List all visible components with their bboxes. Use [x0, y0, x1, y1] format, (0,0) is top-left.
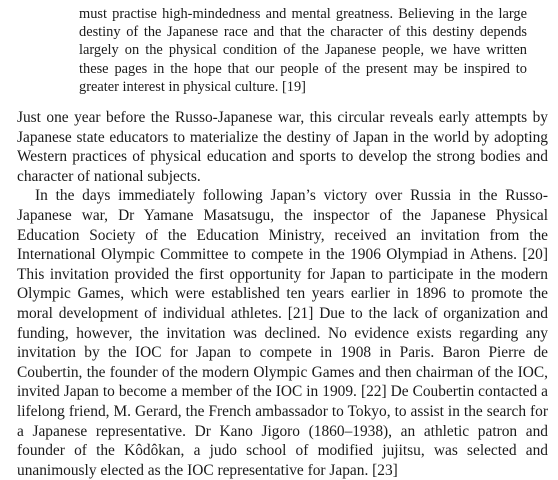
block-quote: must practise high-mindedness and mental greatness. Believing in the large destiny of the Japanese race and that the character of this destiny depends largely on the physical condition of the Japanese people, we have written these pages in the hope that our people of the present may be inspired to greater interest in physical culture. [19] — [79, 6, 527, 95]
paragraph-1: Just one year before the Russo-Japanese war, this circular reveals early attempts by Japanese state educators to materialize the destiny of Japan in the world by adopting Western practices of physical education and sports to develop the strong bodies and character of national subjects. — [17, 109, 548, 185]
paragraph-2: In the days immediately following Japan’s victory over Russia in the Russo-Japanese war, Dr Yamane Masatsugu, the inspector of the Japanese Physical Education Society of the Education Ministry, received an invitation from the International Olympic Committee to compete in the 1906 Olympiad in Athens. [20] This invitation provided the first opportunity for Japan to participate in the modern Olympic Games, which were established ten years earlier in 1896 to promote the moral development of individual athletes. [21] Due to the lack of organization and funding, however, the invitation was declined. No evidence exists regarding any invitation by the IOC for Japan to compete in 1908 in Paris. Baron Pierre de Coubertin, the founder of the modern Olympic Games and then chairman of the IOC, invited Japan to become a member of the IOC in 1909. [22] De Coubertin contacted a lifelong friend, M. Gerard, the French ambassador to Tokyo, to assist in the search for a Japanese representative. Dr Kano Jigoro (1860–1938), an athletic patron and founder of the Kôdôkan, a judo school of modified jujitsu, was selected and unanimously elected as the IOC representative for Japan. [23] — [17, 187, 548, 479]
body-text — [17, 108, 548, 480]
